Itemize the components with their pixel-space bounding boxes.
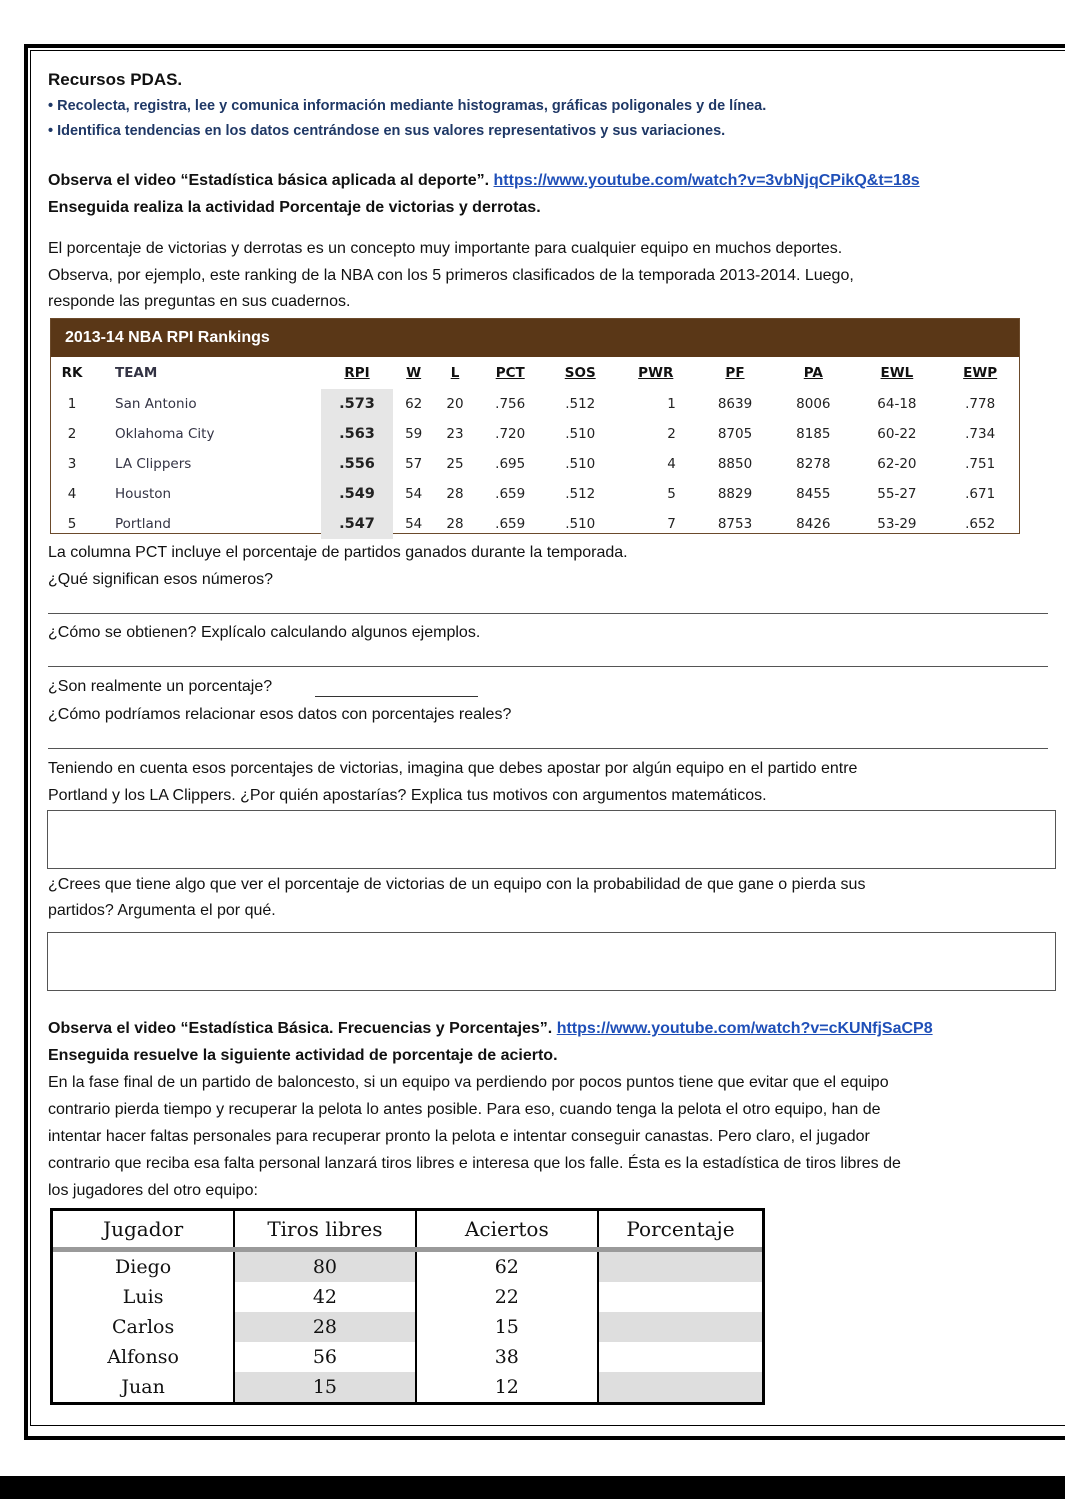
table-cell: 59 [405,426,423,442]
table-cell: 62-20 [877,456,917,472]
table-cell: Diego [115,1256,172,1278]
table-cell: 25 [446,456,464,472]
bottom-bar [0,1476,1065,1499]
table-cell: 28 [446,486,464,502]
nba-table-title: 2013-14 NBA RPI Rankings [51,319,1019,357]
table-cell: Oklahoma City [115,426,215,442]
table-cell: 12 [416,1372,598,1402]
video1-line [48,172,920,190]
table-cell: .512 [565,396,596,412]
col-header: PWR [638,365,674,381]
col-header: Jugador [53,1211,234,1250]
col-header: PCT [495,365,525,381]
table-cell: .510 [565,456,596,472]
video2-intro: Observa el video “Estadística Básica. Frecuencias y Porcentajes”. [48,1020,557,1037]
col-header: EWP [963,365,998,381]
table-cell: .563 [321,419,393,449]
table-cell: Juan [121,1376,165,1398]
table-cell: 23 [446,426,464,442]
table-cell: .778 [965,396,996,412]
table-cell: 20 [446,396,464,412]
table-row [53,1372,762,1402]
table-cell: 55-27 [877,486,917,502]
table-cell: Luis [122,1286,164,1308]
answer-box-1[interactable] [47,810,1056,869]
answer-line-1[interactable] [48,613,1048,614]
col-header: EWL [880,365,914,381]
table-cell: 2 [67,426,77,442]
table-cell: 8278 [796,456,831,472]
table-row [51,449,1019,479]
free-throws-table [50,1208,765,1405]
table-cell: .510 [565,426,596,442]
question-5-line-2: Portland y los LA Clippers. ¿Por quién apostarías? Explica tus motivos con argumentos matemáticos. [48,787,767,804]
basket-line-3: intentar hacer faltas personales para recuperar pronto la pelota e intentar conseguir canastas. Pero claro, el jugador [48,1128,870,1145]
video1-intro: Observa el video “Estadística básica aplicada al deporte”. [48,172,494,189]
video2-task: Enseguida resuelve la siguiente actividad de porcentaje de acierto. [48,1047,558,1064]
question-6-line-1: ¿Crees que tiene algo que ver el porcentaje de victorias de un equipo con la probabilidad de que gane o pierda sus [48,876,866,893]
table-row [53,1312,762,1342]
intro-line-3: responde las preguntas en sus cuadernos. [48,293,351,310]
col-header: W [406,365,422,381]
table-cell: 15 [234,1372,415,1402]
answer-line-3[interactable] [315,696,478,697]
table-cell: .720 [495,426,526,442]
table-cell: 8639 [717,396,753,412]
percentage-input-cell[interactable] [598,1250,762,1283]
percentage-input-cell[interactable] [598,1342,762,1372]
answer-line-2[interactable] [48,666,1048,667]
table-cell: .512 [565,486,596,502]
table-cell: 42 [234,1282,415,1312]
table-row [53,1250,762,1283]
table-cell: 1 [67,396,77,412]
bullet-1: • Recolecta, registra, lee y comunica información mediante histogramas, gráficas poligonales y de línea. [48,98,767,114]
table-cell: 22 [416,1282,598,1312]
table-cell: 56 [234,1342,415,1372]
table-cell: 54 [405,486,423,502]
question-4: ¿Cómo podríamos relacionar esos datos con porcentajes reales? [48,706,512,723]
table-cell: .756 [495,396,526,412]
table-cell: 60-22 [877,426,917,442]
col-header: TEAM [115,365,158,381]
table-cell: .695 [495,456,526,472]
nba-header-row [51,357,1019,389]
intro-line-1: El porcentaje de victorias y derrotas es un concepto muy importante para cualquier equipo en muchos deportes. [48,240,843,257]
col-header: SOS [564,365,596,381]
table-row [51,509,1019,539]
question-5-line-1: Teniendo en cuenta esos porcentajes de victorias, imagina que debes apostar por algún equipo en el partido entre [48,760,858,777]
col-header: RK [61,365,83,381]
question-6-line-2: partidos? Argumenta el por qué. [48,902,276,919]
table-cell: 8705 [717,426,753,442]
table-cell: 5 [67,516,77,532]
table-row [51,389,1019,419]
table-cell: 8753 [717,516,753,532]
question-1: ¿Qué significan esos números? [48,571,273,588]
table-cell: Houston [115,486,172,502]
table-cell: 8185 [796,426,831,442]
table-cell: 7 [667,516,676,532]
table-cell: 64-18 [877,396,917,412]
video1-link[interactable]: https://www.youtube.com/watch?v=3vbNjqCPikQ&t=18s [493,172,920,189]
table-cell: San Antonio [115,396,197,412]
col-header: Tiros libres [234,1211,415,1250]
table-row [51,419,1019,449]
nba-rankings-table [50,318,1020,534]
table-cell: LA Clippers [115,456,192,472]
ft-header-row [53,1211,762,1250]
table-cell: .510 [565,516,596,532]
basket-line-1: En la fase final de un partido de baloncesto, si un equipo va perdiendo por pocos puntos tiene que evitar que el equipo [48,1074,889,1091]
col-header: Aciertos [416,1211,598,1250]
table-cell: 8850 [717,456,753,472]
table-cell: 8006 [796,396,831,412]
table-cell: .751 [965,456,996,472]
answer-line-4[interactable] [48,748,1048,749]
table-cell: 4 [67,486,77,502]
percentage-input-cell[interactable] [598,1282,762,1312]
col-header: PF [725,365,745,381]
table-cell: 15 [416,1312,598,1342]
basket-line-4: contrario que reciba esa falta personal lanzará tiros libres e interesa que los falle. Ésta es la estadística de tiros libres de [48,1155,901,1172]
percentage-input-cell[interactable] [598,1372,762,1402]
table-row [51,479,1019,509]
table-cell: .734 [965,426,996,442]
answer-box-2[interactable] [47,932,1056,991]
table-cell: Alfonso [107,1346,179,1368]
table-cell: 3 [67,456,77,472]
table-cell: 28 [446,516,464,532]
table-cell: 38 [416,1342,598,1372]
basket-line-2: contrario pierda tiempo y recuperar la pelota lo antes posible. Para eso, cuando tenga la pelota el otro equipo, han de [48,1101,881,1118]
basket-line-5: los jugadores del otro equipo: [48,1182,258,1199]
question-2: ¿Cómo se obtienen? Explícalo calculando algunos ejemplos. [48,624,481,641]
table-cell: .652 [965,516,996,532]
table-cell: 8426 [796,516,831,532]
table-cell: 5 [667,486,676,502]
table-row [53,1342,762,1372]
pct-note: La columna PCT incluye el porcentaje de partidos ganados durante la temporada. [48,544,628,561]
table-cell: 53-29 [877,516,917,532]
table-cell: 54 [405,516,423,532]
table-row [53,1282,762,1312]
table-cell: 57 [405,456,423,472]
table-cell: 4 [667,456,676,472]
table-cell: 8455 [796,486,831,502]
col-header: RPI [344,365,370,381]
table-cell: .547 [321,509,393,539]
table-cell: 1 [667,396,676,412]
table-cell: .549 [321,479,393,509]
col-header: L [450,365,460,381]
table-cell: 62 [416,1250,598,1283]
table-cell: 80 [234,1250,415,1283]
question-3: ¿Son realmente un porcentaje? [48,678,273,695]
video2-link[interactable]: https://www.youtube.com/watch?v=cKUNfjSaCP8 [556,1020,933,1037]
table-cell: .573 [321,389,393,419]
bullet-2: • Identifica tendencias en los datos centrándose en sus valores representativos y sus variaciones. [48,123,726,139]
table-cell: .671 [965,486,996,502]
table-cell: Carlos [112,1316,175,1338]
video1-task: Enseguida realiza la actividad Porcentaje de victorias y derrotas. [48,199,541,216]
table-cell: 28 [234,1312,415,1342]
table-cell: .659 [495,486,526,502]
table-cell: 62 [405,396,423,412]
col-header: PA [803,365,823,381]
video2-line [48,1020,933,1038]
percentage-input-cell[interactable] [598,1312,762,1342]
page-title: Recursos PDAS. [48,70,183,89]
table-cell: .659 [495,516,526,532]
table-cell: 8829 [717,486,753,502]
col-header: Porcentaje [598,1211,762,1250]
table-cell: 2 [667,426,676,442]
intro-line-2: Observa, por ejemplo, este ranking de la NBA con los 5 primeros clasificados de la temporada 2013-2014. Luego, [48,267,854,284]
table-cell: .556 [321,449,393,479]
table-cell: Portland [115,516,171,532]
